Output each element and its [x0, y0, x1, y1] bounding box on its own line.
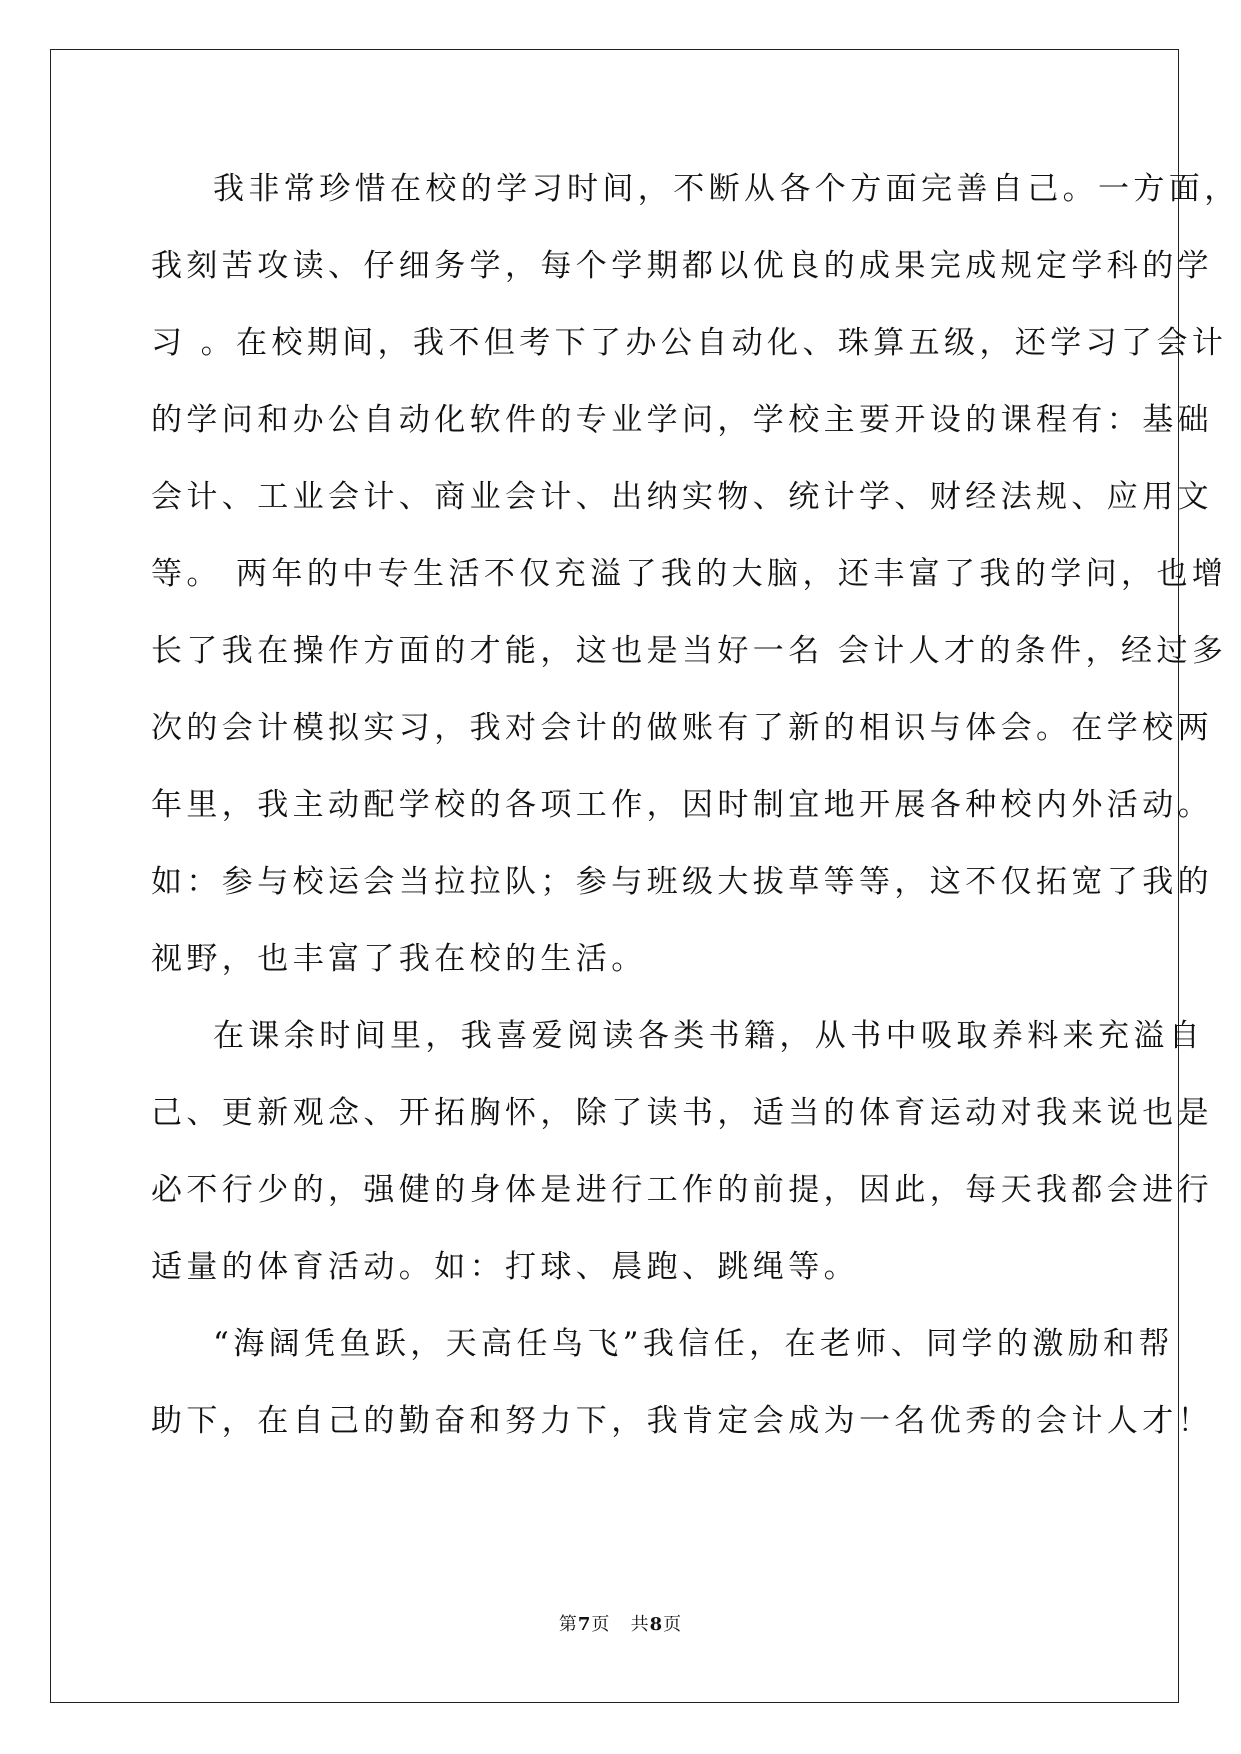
total-pages: 8: [649, 1614, 664, 1635]
text-line: 年里，我主动配学校的各项工作，因时制宜地开展各种校内外活动。: [151, 787, 1213, 823]
total-label-prefix: 共: [630, 1614, 650, 1635]
page-label-prefix: 第: [558, 1614, 578, 1635]
page-label-suffix: 页: [591, 1614, 611, 1635]
text-line: 会计、工业会计、商业会计、出纳实物、统计学、财经法规、应用文: [151, 479, 1213, 515]
total-label-suffix: 页: [663, 1614, 683, 1635]
text-line: 必不行少的，强健的身体是进行工作的前提，因此，每天我都会进行: [151, 1172, 1213, 1208]
text-line: 在课余时间里，我喜爱阅读各类书籍，从书中吸取养料来充溢自: [213, 1018, 1205, 1054]
text-line: 如：参与校运会当拉拉队；参与班级大拔草等等，这不仅拓宽了我的: [151, 864, 1213, 900]
text-line: 我刻苦攻读、仔细务学，每个学期都以优良的成果完成规定学科的学: [151, 248, 1213, 284]
text-line: 适量的体育活动。如：打球、晨跑、跳绳等。: [151, 1249, 859, 1285]
text-line: 己、更新观念、开拓胸怀，除了读书，适当的体育运动对我来说也是: [151, 1095, 1213, 1131]
paragraph-reading: [151, 1012, 1213, 1320]
paragraph-closing: [151, 1320, 1213, 1474]
text-line: 长了我在操作方面的才能，这也是当好一名 会计人才的条件，经过多: [151, 633, 1228, 669]
text-line: 助下，在自己的勤奋和努力下，我肯定会成为一名优秀的会计人才！: [151, 1403, 1213, 1439]
text-line: 我非常珍惜在校的学习时间，不断从各个方面完善自己。一方面，: [213, 171, 1240, 207]
document-body: [151, 165, 1240, 1474]
text-line: 等。 两年的中专生活不仅充溢了我的大脑，还丰富了我的学问，也增: [151, 556, 1228, 592]
text-line: 视野，也丰富了我在校的生活。: [151, 941, 647, 977]
page-footer: [0, 1610, 1241, 1636]
text-line: 习 。在校期间，我不但考下了办公自动化、珠算五级，还学习了会计: [151, 325, 1228, 361]
paragraph-study: [151, 165, 1240, 1012]
text-line: “海阔凭鱼跃，天高任鸟飞”我信任，在老师、同学的激励和帮: [213, 1326, 1174, 1362]
page-number: 7: [577, 1614, 592, 1635]
text-line: 的学问和办公自动化软件的专业学问，学校主要开设的课程有：基础: [151, 402, 1213, 438]
text-line: 次的会计模拟实习，我对会计的做账有了新的相识与体会。在学校两: [151, 710, 1213, 746]
